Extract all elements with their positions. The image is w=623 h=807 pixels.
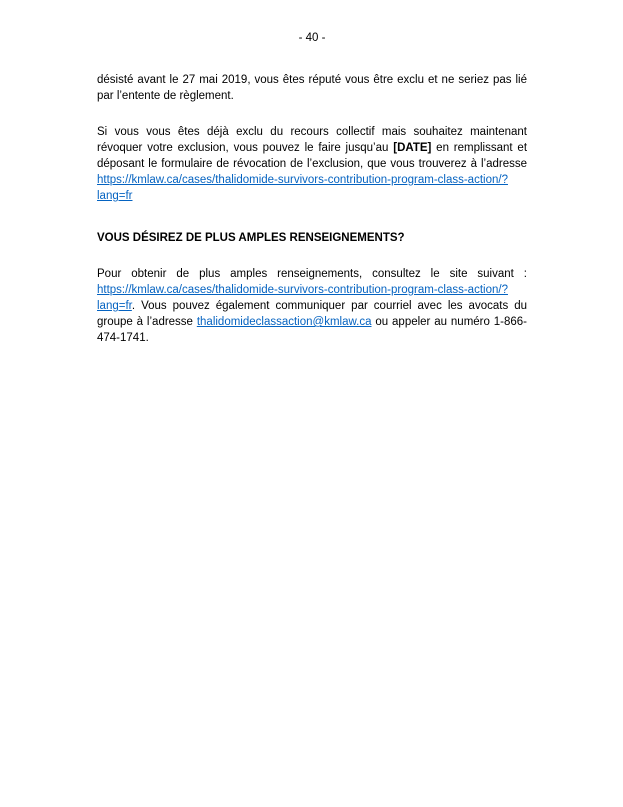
revocation-text-before-date: Si vous vous êtes déjà exclu du recours collectif mais souhaitez maintenant révoquer votre exclusion, vous pouvez le faire jusqu’au: [97, 126, 527, 154]
section-heading: VOUS DÉSIREZ DE PLUS AMPLES RENSEIGNEMENTS?: [97, 232, 405, 244]
date-placeholder: [DATE]: [393, 142, 432, 154]
email-link[interactable]: thalidomideclassaction@kmlaw.ca: [196, 316, 372, 328]
contact-outro-text: ou appeler au numéro 1-866-474-1741.: [97, 316, 528, 344]
contact-middle-text: . Vous pouvez également communiquer par courriel avec les avocats du groupe à l’adresse: [97, 300, 527, 328]
paragraph-exclusion-notice: [97, 72, 527, 104]
revocation-text-after-date: en remplissant et déposant le formulaire de révocation de l’exclusion, que vous trouverez à l’adresse: [97, 142, 528, 170]
page-number: - 40 -: [298, 32, 326, 44]
paragraph-contact-info: [97, 266, 527, 346]
case-page-link[interactable]: https://kmlaw.ca/cases/thalidomide-survivors-contribution-program-class-action/?lang=fr: [97, 174, 508, 202]
case-page-link-2[interactable]: https://kmlaw.ca/cases/thalidomide-survivors-contribution-program-class-action/?lang=fr: [97, 284, 508, 312]
paragraph-exclusion-text: désisté avant le 27 mai 2019, vous êtes réputé vous être exclu et ne seriez pas lié par l’entente de règlement.: [97, 74, 527, 102]
contact-intro-text: Pour obtenir de plus amples renseignements, consultez le site suivant :: [97, 268, 527, 280]
paragraph-revocation: [97, 124, 527, 204]
